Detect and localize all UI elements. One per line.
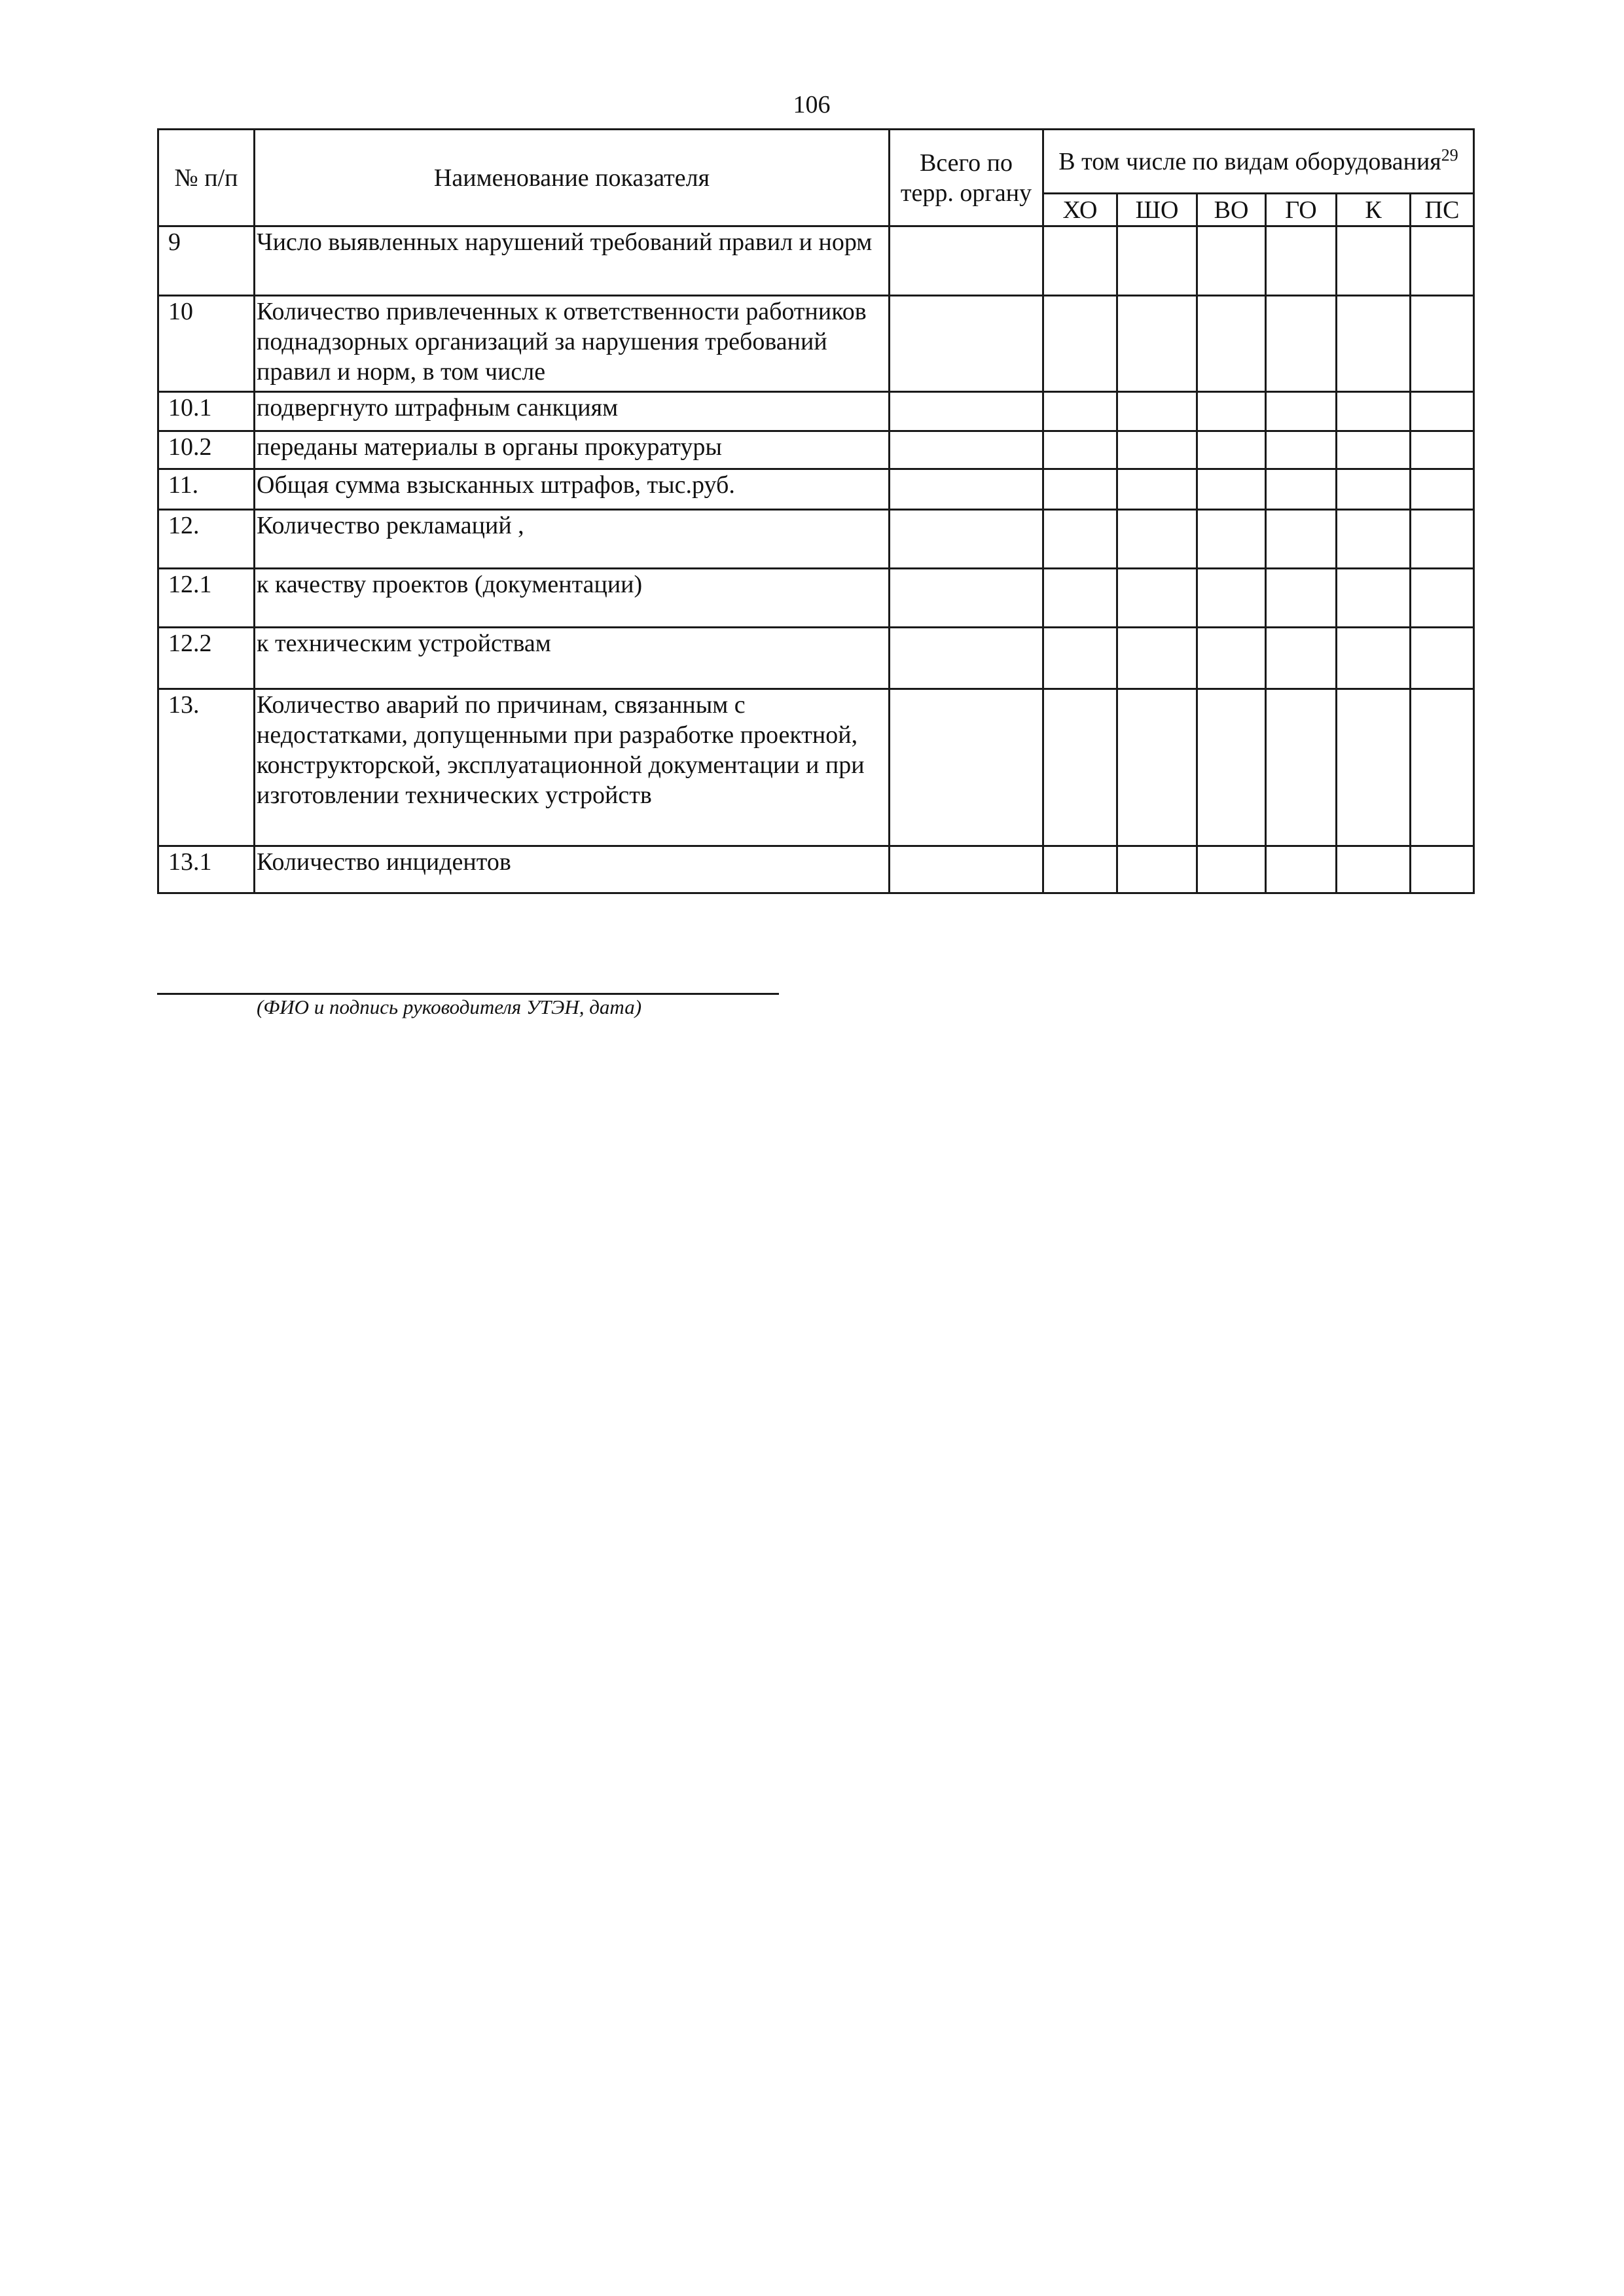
cell-sho [1117,296,1197,392]
cell-k [1337,846,1411,893]
cell-go [1266,628,1337,689]
row-name: переданы материалы в органы прокуратуры [255,431,890,469]
table-row [158,469,1474,510]
row-number: 9 [158,226,255,296]
row-number: 12.2 [158,628,255,689]
cell-ho [1043,392,1117,431]
cell-ho [1043,510,1117,569]
cell-vo [1197,296,1266,392]
header-sub-sho: ШО [1117,194,1197,226]
cell-total [890,296,1043,392]
cell-vo [1197,846,1266,893]
signature-caption: (ФИО и подпись руководителя УТЭН, дата) [257,996,642,1018]
cell-ps [1411,628,1474,689]
cell-k [1337,431,1411,469]
row-number: 10.1 [158,392,255,431]
header-total: Всего по терр. органу [890,130,1043,226]
cell-sho [1117,846,1197,893]
cell-ho [1043,296,1117,392]
row-number: 13. [158,689,255,846]
cell-sho [1117,628,1197,689]
cell-vo [1197,689,1266,846]
row-name: подвергнуто штрафным санкциям [255,392,890,431]
table-row [158,689,1474,846]
cell-ps [1411,689,1474,846]
cell-ps [1411,392,1474,431]
row-name: Количество привлеченных к ответственности работников поднадзорных организаций за нарушения требований правил и норм, в том числе [255,296,890,392]
cell-k [1337,510,1411,569]
row-number: 12.1 [158,569,255,628]
cell-sho [1117,431,1197,469]
cell-go [1266,846,1337,893]
report-table [157,128,1475,894]
cell-sho [1117,689,1197,846]
cell-k [1337,296,1411,392]
cell-k [1337,392,1411,431]
cell-vo [1197,226,1266,296]
cell-vo [1197,569,1266,628]
cell-sho [1117,510,1197,569]
header-group-text: В том числе по видам оборудования [1058,147,1441,175]
cell-total [890,469,1043,510]
cell-vo [1197,431,1266,469]
cell-ho [1043,226,1117,296]
table-row [158,431,1474,469]
cell-total [890,431,1043,469]
header-sub-vo: ВО [1197,194,1266,226]
row-name: Общая сумма взысканных штрафов, тыс.руб. [255,469,890,510]
cell-go [1266,296,1337,392]
cell-ps [1411,569,1474,628]
row-number: 12. [158,510,255,569]
cell-k [1337,469,1411,510]
cell-go [1266,431,1337,469]
table-row [158,628,1474,689]
table-row [158,846,1474,893]
cell-go [1266,392,1337,431]
cell-ps [1411,226,1474,296]
header-sub-go: ГО [1266,194,1337,226]
cell-k [1337,569,1411,628]
cell-total [890,510,1043,569]
cell-ho [1043,469,1117,510]
cell-go [1266,510,1337,569]
header-name: Наименование показателя [255,130,890,226]
cell-total [890,392,1043,431]
table-row [158,226,1474,296]
cell-go [1266,689,1337,846]
row-number: 13.1 [158,846,255,893]
table-row [158,392,1474,431]
header-num: № п/п [158,130,255,226]
cell-vo [1197,392,1266,431]
row-name: к качеству проектов (документации) [255,569,890,628]
cell-ps [1411,846,1474,893]
cell-ps [1411,510,1474,569]
table-row [158,569,1474,628]
row-name: Количество рекламаций , [255,510,890,569]
cell-sho [1117,226,1197,296]
cell-k [1337,689,1411,846]
header-sub-k: К [1337,194,1411,226]
cell-vo [1197,510,1266,569]
cell-sho [1117,469,1197,510]
footnote-marker: 29 [1441,145,1458,164]
cell-k [1337,628,1411,689]
cell-total [890,226,1043,296]
cell-total [890,846,1043,893]
cell-sho [1117,392,1197,431]
row-name: к техническим устройствам [255,628,890,689]
cell-total [890,628,1043,689]
cell-ho [1043,628,1117,689]
row-number: 10 [158,296,255,392]
header-equipment-group [1043,130,1474,194]
cell-total [890,689,1043,846]
cell-ps [1411,296,1474,392]
cell-ho [1043,689,1117,846]
cell-ho [1043,846,1117,893]
header-sub-ps: ПС [1411,194,1474,226]
cell-ho [1043,431,1117,469]
cell-k [1337,226,1411,296]
cell-vo [1197,469,1266,510]
cell-go [1266,226,1337,296]
row-name: Количество аварий по причинам, связанным с недостатками, допущенными при разработке проектной, конструкторской, эксплуатационной документации и при изготовлении технических устройств [255,689,890,846]
cell-total [890,569,1043,628]
row-name: Число выявленных нарушений требований правил и норм [255,226,890,296]
cell-ho [1043,569,1117,628]
cell-sho [1117,569,1197,628]
cell-vo [1197,628,1266,689]
cell-go [1266,569,1337,628]
cell-ps [1411,469,1474,510]
cell-ps [1411,431,1474,469]
table-row [158,510,1474,569]
row-number: 11. [158,469,255,510]
cell-go [1266,469,1337,510]
row-number: 10.2 [158,431,255,469]
page-number: 106 [793,91,831,118]
header-sub-ho: ХО [1043,194,1117,226]
row-name: Количество инцидентов [255,846,890,893]
table-row [158,296,1474,392]
